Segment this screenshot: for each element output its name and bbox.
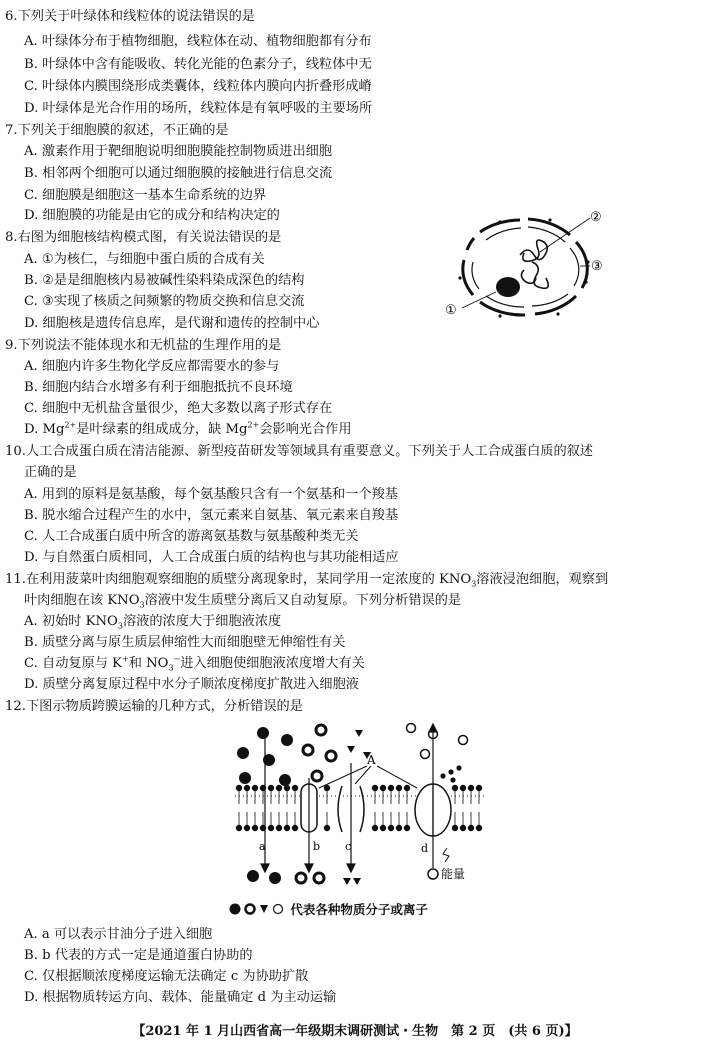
q10-option-c: C. 人工合成蛋白质中所含的游离氨基数与氨基酸种类无关 bbox=[24, 529, 359, 544]
lipid-head bbox=[236, 785, 242, 791]
q12-option-c: C. 仅根据顺浓度梯度运输无法确定 c 为协助扩散 bbox=[24, 969, 309, 984]
q12-stem: 12.下图示物质跨膜运输的几种方式，分析错误的是 bbox=[5, 699, 303, 714]
lipid-head bbox=[468, 825, 474, 831]
q6-stem: 6.下列关于叶绿体和线粒体的说法错误的是 bbox=[5, 9, 255, 24]
lipid-head bbox=[284, 785, 290, 791]
lipid-head bbox=[276, 785, 282, 791]
legend bbox=[228, 900, 428, 918]
lipid-head bbox=[252, 825, 258, 831]
legend-text: 代表各种物质分子或离子 bbox=[290, 902, 428, 917]
q12-option-b: B. b 代表的方式一定是通道蛋白协助的 bbox=[24, 948, 253, 963]
nucleolus bbox=[496, 277, 520, 297]
label-A: A bbox=[367, 753, 376, 767]
q9-option-a: A. 细胞内许多生物化学反应都需要水的参与 bbox=[24, 359, 280, 374]
membrane-transport-diagram bbox=[235, 718, 485, 893]
lipid-head bbox=[252, 785, 258, 791]
energy-label: 能量 bbox=[441, 867, 466, 881]
label-c: c bbox=[345, 840, 352, 853]
lipid-head bbox=[404, 785, 410, 791]
label-1: ① bbox=[445, 303, 457, 318]
nucleus-diagram bbox=[440, 200, 610, 325]
q11-option-c: C. 自动复原与 K+和 $NO_3^-$进入细胞使细胞液浓度增大有关 bbox=[24, 654, 365, 673]
label-d: d bbox=[421, 842, 429, 855]
lipid-head bbox=[244, 785, 250, 791]
lipid-head bbox=[284, 825, 290, 831]
q9-option-d: D. $Mg^{2+}$是叶绿素的组成成分，缺 $Mg^{2+}$会影响光合作用 bbox=[24, 420, 352, 437]
lipid-head bbox=[236, 825, 242, 831]
q9-stem: 9.下列说法不能体现水和无机盐的生理作用的是 bbox=[5, 338, 282, 353]
q10-option-a: A. 用到的原料是氨基酸，每个氨基酸只含有一个氨基和一个羧基 bbox=[24, 487, 398, 502]
q11-stem: 11.在利用菠菜叶肉细胞观察细胞的质壁分离现象时，某同学用一定浓度的 $KNO_3$溶液浸泡细胞，观察到 bbox=[5, 572, 609, 589]
q11-stem-cont: 叶肉细胞在该 $KNO_3$溶液中发生质壁分离后又自动复原。下列分析错误的是 bbox=[24, 593, 462, 610]
q11-option-b: B. 质壁分离与原生质层伸缩性大而细胞壁无伸缩性有关 bbox=[24, 635, 346, 650]
q11-option-a: A. 初始时 $KNO_3$溶液的浓度大于细胞液浓度 bbox=[24, 614, 282, 631]
label-a: a bbox=[259, 840, 266, 853]
lipid-head bbox=[244, 825, 250, 831]
q10-stem: 10.人工合成蛋白质在清洁能源、新型疫苗研发等领域具有重要意义。下列关于人工合成蛋白质的叙述 bbox=[5, 444, 594, 459]
lipid-head bbox=[324, 825, 330, 831]
q7-stem: 7.下列关于细胞膜的叙述，不正确的是 bbox=[5, 123, 229, 138]
lipid-head bbox=[372, 785, 378, 791]
q8-stem: 8.右图为细胞核结构模式图，有关说法错误的是 bbox=[5, 230, 282, 245]
lipid-head bbox=[268, 825, 274, 831]
label-2: ② bbox=[590, 210, 602, 225]
q7-option-a: A. 激素作用于靶细胞说明细胞膜能控制物质进出细胞 bbox=[24, 144, 333, 159]
label-3: ③ bbox=[591, 259, 603, 274]
q6-option-a: A. 叶绿体分布于植物细胞，线粒体在动、植物细胞都有分布 bbox=[24, 34, 372, 49]
q7-option-c: C. 细胞膜是细胞这一基本生命系统的边界 bbox=[24, 188, 267, 203]
lipid-head bbox=[476, 785, 482, 791]
page-footer: 【2021 年 1 月山西省高一年级期末调研测试・生物 第 2 页 (共 6 页)】 bbox=[132, 1024, 578, 1039]
lipid-head bbox=[292, 785, 298, 791]
q12-option-a: A. a 可以表示甘油分子进入细胞 bbox=[24, 927, 213, 942]
lipid-head bbox=[388, 825, 394, 831]
lipid-head bbox=[460, 785, 466, 791]
q10-stem-cont: 正确的是 bbox=[24, 465, 77, 480]
legend-symbols bbox=[228, 902, 286, 916]
q9-option-b: B. 细胞内结合水增多有利于细胞抵抗不良环境 bbox=[24, 380, 293, 395]
q9-option-c: C. 细胞中无机盐含量很少，绝大多数以离子形式存在 bbox=[24, 401, 333, 416]
q8-option-a: A. ①为核仁，与细胞中蛋白质的合成有关 bbox=[24, 252, 265, 267]
q8-option-c: C. ③实现了核质之间频繁的物质交换和信息交流 bbox=[24, 294, 305, 309]
lipid-head bbox=[388, 785, 394, 791]
q6-option-d: D. 叶绿体是光合作用的场所，线粒体是有氧呼吸的主要场所 bbox=[24, 101, 373, 116]
q8-option-d: D. 细胞核是遗传信息库，是代谢和遗传的控制中心 bbox=[24, 316, 320, 331]
q8-option-b: B. ②是是细胞核内易被碱性染料染成深色的结构 bbox=[24, 273, 305, 288]
q6-option-b: B. 叶绿体中含有能吸收、转化光能的色素分子，线粒体中无 bbox=[24, 57, 372, 72]
lipid-head bbox=[452, 825, 458, 831]
q12-option-d: D. 根据物质转运方向、载体、能量确定 d 为主动运输 bbox=[24, 990, 337, 1005]
lipid-head bbox=[276, 825, 282, 831]
lipid-head bbox=[380, 785, 386, 791]
q10-option-d: D. 与自然蛋白质相同，人工合成蛋白质的结构也与其功能相适应 bbox=[24, 550, 399, 565]
lipid-head bbox=[460, 825, 466, 831]
q10-option-b: B. 脱水缩合过程产生的水中，氢元素来自氨基、氧元素来自羧基 bbox=[24, 508, 399, 523]
lipid-head bbox=[404, 825, 410, 831]
lipid-head bbox=[372, 825, 378, 831]
lipid-head bbox=[468, 785, 474, 791]
q7-option-d: D. 细胞膜的功能是由它的成分和结构决定的 bbox=[24, 208, 280, 223]
lipid-head bbox=[268, 785, 274, 791]
lipid-head bbox=[396, 825, 402, 831]
label-b: b bbox=[313, 840, 321, 853]
lipid-head bbox=[452, 785, 458, 791]
lipid-head bbox=[292, 825, 298, 831]
lipid-head bbox=[476, 825, 482, 831]
q6-option-c: C. 叶绿体内膜围绕形成类囊体，线粒体内膜向内折叠形成嵴 bbox=[24, 79, 372, 94]
lipid-head bbox=[380, 825, 386, 831]
q11-option-d: D. 质壁分离复原过程中水分子顺浓度梯度扩散进入细胞液 bbox=[24, 677, 359, 692]
lipid-head bbox=[396, 785, 402, 791]
q7-option-b: B. 相邻两个细胞可以通过细胞膜的接触进行信息交流 bbox=[24, 166, 333, 181]
